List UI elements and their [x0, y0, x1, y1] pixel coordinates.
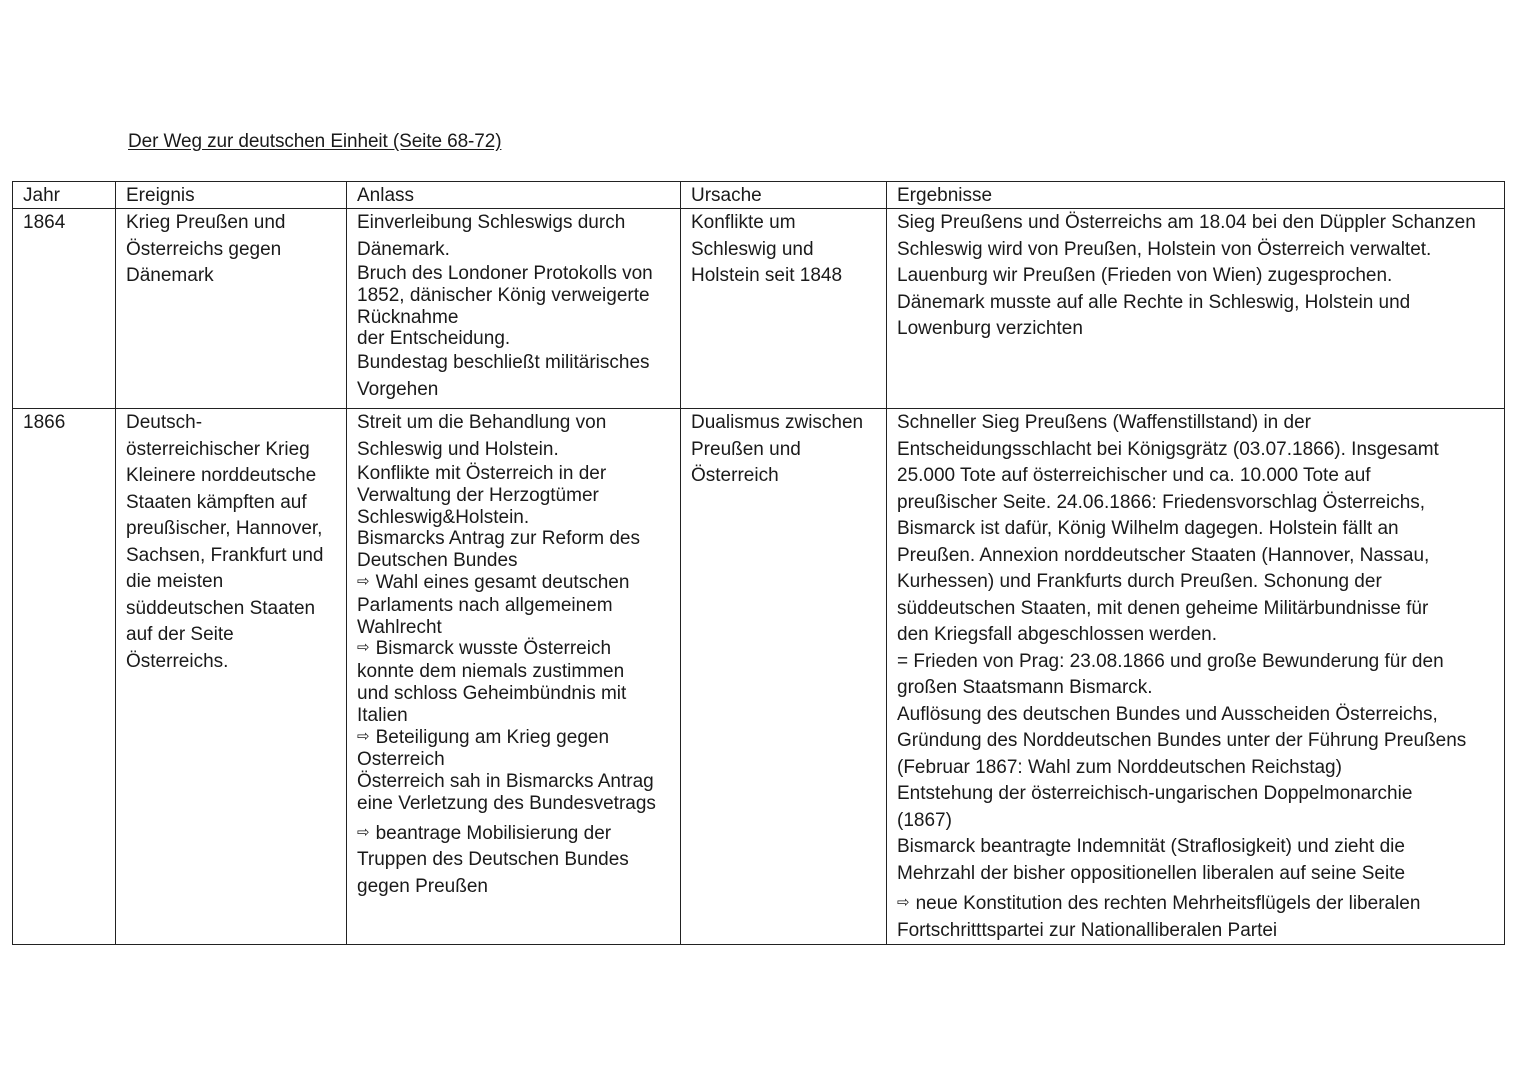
- anlass-line-text: beantrage Mobilisierung der: [375, 822, 612, 844]
- ereignis-line: preußischer, Hannover,: [126, 518, 323, 539]
- cell-ereignis: [116, 409, 347, 945]
- anlass-line: und schloss Geheimbündnis mit: [357, 682, 627, 704]
- ursache-line: Preußen und: [691, 438, 801, 460]
- ereignis-line: die meisten: [126, 571, 224, 592]
- ereignis-line: Österreichs gegen: [126, 238, 282, 260]
- cell-anlass: [347, 209, 681, 409]
- year-text: 1864: [23, 212, 66, 233]
- anlass-line-text: Beteiligung am Krieg gegen: [375, 726, 610, 748]
- cell-ereignis: [116, 209, 347, 409]
- anlass-line: Schleswig und Holstein.: [357, 438, 559, 460]
- ereignis-line: Krieg Preußen und: [126, 212, 286, 233]
- ereignis-line: Staaten kämpften auf: [126, 491, 307, 513]
- ergebnisse-line-text: neue Konstitution des rechten Mehrheitsflügels der liberalen: [915, 893, 1421, 914]
- ergebnisse-line: Dänemark musste auf alle Rechte in Schleswig, Holstein und: [897, 291, 1411, 313]
- anlass-line: eine Verletzung des Bundesvetrags: [357, 792, 656, 814]
- ergebnisse-line: Entstehung der österreichisch-ungarischen Doppelmonarchie: [897, 783, 1413, 804]
- anlass-line: Parlaments nach allgemeinem: [357, 594, 613, 616]
- anlass-line: der Entscheidung.: [357, 328, 511, 350]
- anlass-line: Österreich sah in Bismarcks Antrag: [357, 771, 654, 793]
- ereignis-line: österreichischer Krieg: [126, 438, 310, 460]
- anlass-line: Deutschen Bundes: [357, 550, 518, 572]
- ergebnisse-line: [897, 891, 1494, 918]
- anlass-line: Osterreich: [357, 749, 445, 771]
- ergebnisse-line: Lowenburg verzichten: [897, 318, 1083, 339]
- anlass-line: konnte dem niemals zustimmen: [357, 661, 625, 683]
- anlass-line: 1852, dänischer König verweigerte: [357, 284, 650, 306]
- ursache-line: Konflikte um: [691, 212, 796, 233]
- ereignis-line: Dänemark: [126, 265, 214, 286]
- anlass-line: Bismarcks Antrag zur Reform des: [357, 528, 640, 550]
- header-jahr: Jahr: [13, 182, 116, 209]
- ergebnisse-line: Mehrzahl der bisher oppositionellen liberalen auf seine Seite: [897, 862, 1406, 884]
- header-anlass: Anlass: [347, 182, 681, 209]
- ergebnisse-line: Schleswig wird von Preußen, Holstein von Österreich verwaltet.: [897, 238, 1432, 260]
- cell-jahr: [13, 409, 116, 945]
- ergebnisse-line: Entscheidungsschlacht bei Königsgrätz (03.07.1866). Insgesamt: [897, 438, 1439, 460]
- cell-anlass: [347, 409, 681, 945]
- anlass-line: Streit um die Behandlung von: [357, 412, 607, 433]
- table-row: [13, 209, 1505, 409]
- ereignis-line: auf der Seite: [126, 624, 234, 645]
- cell-ursache: [681, 409, 887, 945]
- ergebnisse-line: (Februar 1867: Wahl zum Norddeutschen Reichstag): [897, 756, 1342, 778]
- ergebnisse-line: Bismarck ist dafür, König Wilhelm dagegen. Holstein fällt an: [897, 518, 1399, 539]
- ergebnisse-line: preußischer Seite. 24.06.1866: Friedensvorschlag Österreichs,: [897, 491, 1426, 513]
- header-ursache: Ursache: [681, 182, 887, 209]
- anlass-line: Einverleibung Schleswigs durch: [357, 212, 626, 233]
- ergebnisse-line: (1867): [897, 809, 952, 831]
- anlass-line: Konflikte mit Österreich in der: [357, 463, 607, 484]
- anlass-line: [357, 727, 670, 750]
- ergebnisse-line: Kurhessen) und Frankfurts durch Preußen. Schonung der: [897, 571, 1382, 592]
- right-arrow-icon: ⇨: [357, 822, 370, 841]
- ereignis-line: Kleinere norddeutsche: [126, 465, 317, 486]
- anlass-line-text: Bismarck wusste Österreich: [375, 638, 612, 660]
- table-header-row: [13, 182, 1505, 209]
- ergebnisse-line: Fortschritttspartei zur Nationalliberalen Partei: [897, 919, 1278, 941]
- anlass-line: [357, 821, 670, 848]
- ursache-line: Schleswig und: [691, 238, 814, 260]
- header-ergebnisse: Ergebnisse: [887, 182, 1505, 209]
- anlass-line: Italien: [357, 704, 408, 726]
- cell-jahr: [13, 209, 116, 409]
- ergebnisse-line: = Frieden von Prag: 23.08.1866 und große Bewunderung für den: [897, 650, 1444, 672]
- ergebnisse-line: Bismarck beantragte Indemnität (Straflosigkeit) und zieht die: [897, 836, 1405, 857]
- anlass-line: Bruch des Londoner Protokolls von: [357, 263, 653, 284]
- anlass-line: Dänemark.: [357, 238, 450, 260]
- anlass-line: Schleswig&Holstein.: [357, 506, 530, 528]
- right-arrow-icon: ⇨: [357, 638, 370, 657]
- ereignis-line: Österreichs.: [126, 650, 229, 672]
- ergebnisse-line: großen Staatsmann Bismarck.: [897, 677, 1153, 698]
- ereignis-line: Deutsch-: [126, 412, 203, 433]
- anlass-line: Bundestag beschließt militärisches: [357, 352, 650, 374]
- anlass-line: Vorgehen: [357, 378, 439, 400]
- anlass-line: gegen Preußen: [357, 875, 488, 897]
- right-arrow-icon: ⇨: [357, 726, 370, 745]
- ereignis-line: süddeutschen Staaten: [126, 597, 316, 619]
- right-arrow-icon: ⇨: [357, 571, 370, 590]
- year-text: 1866: [23, 412, 66, 433]
- ergebnisse-line: Auflösung des deutschen Bundes und Ausscheiden Österreichs,: [897, 703, 1438, 725]
- anlass-line-text: Wahl eines gesamt deutschen: [375, 571, 630, 593]
- header-ereignis: Ereignis: [116, 182, 347, 209]
- cell-ursache: [681, 209, 887, 409]
- anlass-line: Wahlrecht: [357, 616, 442, 638]
- cell-ergebnisse: [887, 209, 1505, 409]
- ursache-line: Österreich: [691, 465, 779, 486]
- ergebnisse-line: süddeutschen Staaten, mit denen geheime Militärbundnisse für: [897, 597, 1429, 619]
- ursache-line: Dualismus zwischen: [691, 412, 864, 433]
- history-table: [12, 181, 1505, 945]
- ergebnisse-line: Preußen. Annexion norddeutscher Staaten (Hannover, Nassau,: [897, 544, 1430, 566]
- cell-ergebnisse: [887, 409, 1505, 945]
- anlass-line: [357, 638, 670, 661]
- ergebnisse-line: den Kriegsfall abgeschlossen werden.: [897, 624, 1218, 645]
- anlass-line: Truppen des Deutschen Bundes: [357, 849, 629, 871]
- ergebnisse-line: Sieg Preußens und Österreichs am 18.04 bei den Düppler Schanzen: [897, 212, 1476, 233]
- ergebnisse-line: 25.000 Tote auf österreichischer und ca. 10.000 Tote auf: [897, 465, 1371, 486]
- anlass-line: [357, 572, 670, 595]
- anlass-line: Verwaltung der Herzogtümer: [357, 484, 599, 506]
- table-row: [13, 409, 1505, 945]
- ergebnisse-line: Schneller Sieg Preußens (Waffenstillstand) in der: [897, 412, 1311, 433]
- ergebnisse-line: Lauenburg wir Preußen (Frieden von Wien) zugesprochen.: [897, 265, 1393, 286]
- anlass-line: Rücknahme: [357, 306, 459, 328]
- right-arrow-icon: ⇨: [897, 893, 910, 911]
- ereignis-line: Sachsen, Frankfurt und: [126, 544, 324, 566]
- ergebnisse-line: Gründung des Norddeutschen Bundes unter der Führung Preußens: [897, 730, 1467, 751]
- document-title: Der Weg zur deutschen Einheit (Seite 68-72): [128, 131, 502, 152]
- ursache-line: Holstein seit 1848: [691, 265, 843, 286]
